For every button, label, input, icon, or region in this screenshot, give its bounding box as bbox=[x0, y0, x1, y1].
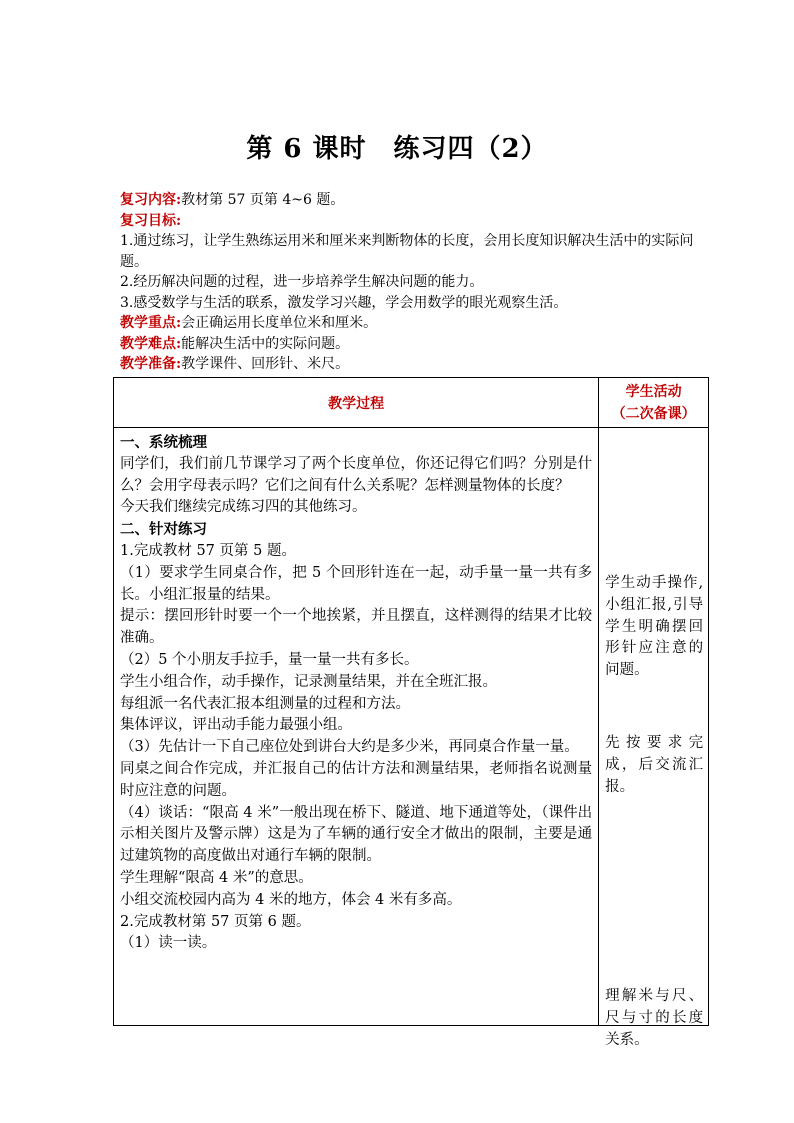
paragraph: 学生小组合作，动手操作，记录测量结果，并在全班汇报。 bbox=[120, 673, 497, 690]
review-goals-line bbox=[120, 211, 710, 232]
paragraph: （1）读一读。 bbox=[120, 935, 217, 952]
goal-1: 1.通过练习，让学生熟练运用米和厘米来判断物体的长度，会用长度知识解决生活中的实际问题。 bbox=[120, 233, 694, 270]
paragraph: （3）先估计一下自己座位处到讲台大约是多少米，再同桌合作量一量。 bbox=[120, 739, 579, 756]
paragraph: 今天我们继续完成练习四的其他练习。 bbox=[120, 499, 367, 516]
section-heading: 二、针对练习 bbox=[120, 521, 207, 539]
difficulty-label: 教学难点: bbox=[120, 335, 182, 352]
activity-note-1: 学生动手操作,小组汇报,引导学生明确摆回形针应注意的问题。 bbox=[605, 575, 704, 679]
paragraph: 每组派一名代表汇报本组测量的过程和方法。 bbox=[120, 695, 410, 712]
section-heading: 一、系统梳理 bbox=[120, 434, 207, 451]
key-point-label: 教学重点: bbox=[120, 315, 182, 331]
activity-header bbox=[599, 378, 709, 428]
paragraph: （1）要求学生同桌合作，把 5 个回形针连在一起，动手量一量一共有多长。小组汇报量的结果。 bbox=[120, 564, 593, 603]
prep-label: 教学准备: bbox=[120, 356, 182, 372]
activity-note-3: 理解米与尺、尺与寸的长度关系。 bbox=[605, 988, 704, 1048]
activity-cell bbox=[599, 428, 709, 1048]
paragraph: 2.完成教材第 57 页第 6 题。 bbox=[120, 913, 311, 930]
process-cell bbox=[114, 428, 599, 1026]
activity-header-line2: （二次备课） bbox=[611, 405, 696, 422]
process-header: 教学过程 bbox=[114, 378, 599, 428]
paragraph: 提示：摆回形针时要一个一个地挨紧，并且摆直，这样测得的结果才比较准确。 bbox=[120, 608, 593, 647]
activity-header-line1: 学生活动 bbox=[625, 383, 682, 400]
lesson-info bbox=[120, 190, 710, 375]
paragraph: （4）谈话：“限高 4 米”一般出现在桥下、隧道、地下通道等处，（课件出示相关图片及警示牌）这是为了车辆的通行安全才做出的限制，主要是通过建筑物的高度做出对通行车辆的限制。 bbox=[120, 804, 593, 865]
prep: 教学课件、回形针、米尺。 bbox=[181, 356, 350, 372]
paragraph: 小组交流校园内高为 4 米的地方，体会 4 米有多高。 bbox=[120, 891, 462, 908]
key-point-line bbox=[120, 313, 710, 334]
key-point: 会正确运用长度单位米和厘米。 bbox=[181, 315, 378, 331]
review-content: 教材第 57 页第 4~6 题。 bbox=[181, 192, 345, 208]
review-content-label: 复习内容: bbox=[120, 192, 182, 208]
review-content-line bbox=[120, 190, 710, 211]
goal-3: 3.感受数学与生活的联系，激发学习兴趣，学会用数学的眼光观察生活。 bbox=[120, 294, 568, 311]
paragraph: 同桌之间合作完成，并汇报自己的估计方法和测量结果，老师指名说测量时应注意的问题。 bbox=[120, 760, 593, 799]
review-goals-label: 复习目标: bbox=[120, 212, 182, 229]
prep-line bbox=[120, 354, 710, 375]
paragraph: 集体评议，评出动手能力最强小组。 bbox=[120, 717, 352, 734]
table-header-row bbox=[114, 378, 709, 428]
difficulty-line bbox=[120, 334, 710, 355]
paragraph: 学生理解“限高 4 米”的意思。 bbox=[120, 869, 313, 886]
paragraph: （2）5 个小朋友手拉手，量一量一共有多长。 bbox=[120, 651, 419, 668]
activity-note-2: 先按要求完成，后交流汇报。 bbox=[605, 735, 704, 795]
difficulty: 能解决生活中的实际问题。 bbox=[181, 335, 350, 352]
table-body-row bbox=[114, 428, 709, 1026]
paragraph: 同学们，我们前几节课学习了两个长度单位，你还记得它们吗？分别是什么？会用字母表示吗？它们之间有什么关系呢？怎样测量物体的长度？ bbox=[120, 455, 593, 494]
goal-2: 2.经历解决问题的过程，进一步培养学生解决问题的能力。 bbox=[120, 274, 484, 290]
paragraph: 1.完成教材 57 页第 5 题。 bbox=[120, 542, 296, 559]
lesson-table bbox=[113, 377, 709, 1048]
page-title: 第 6 课时 练习四（2） bbox=[246, 134, 548, 164]
